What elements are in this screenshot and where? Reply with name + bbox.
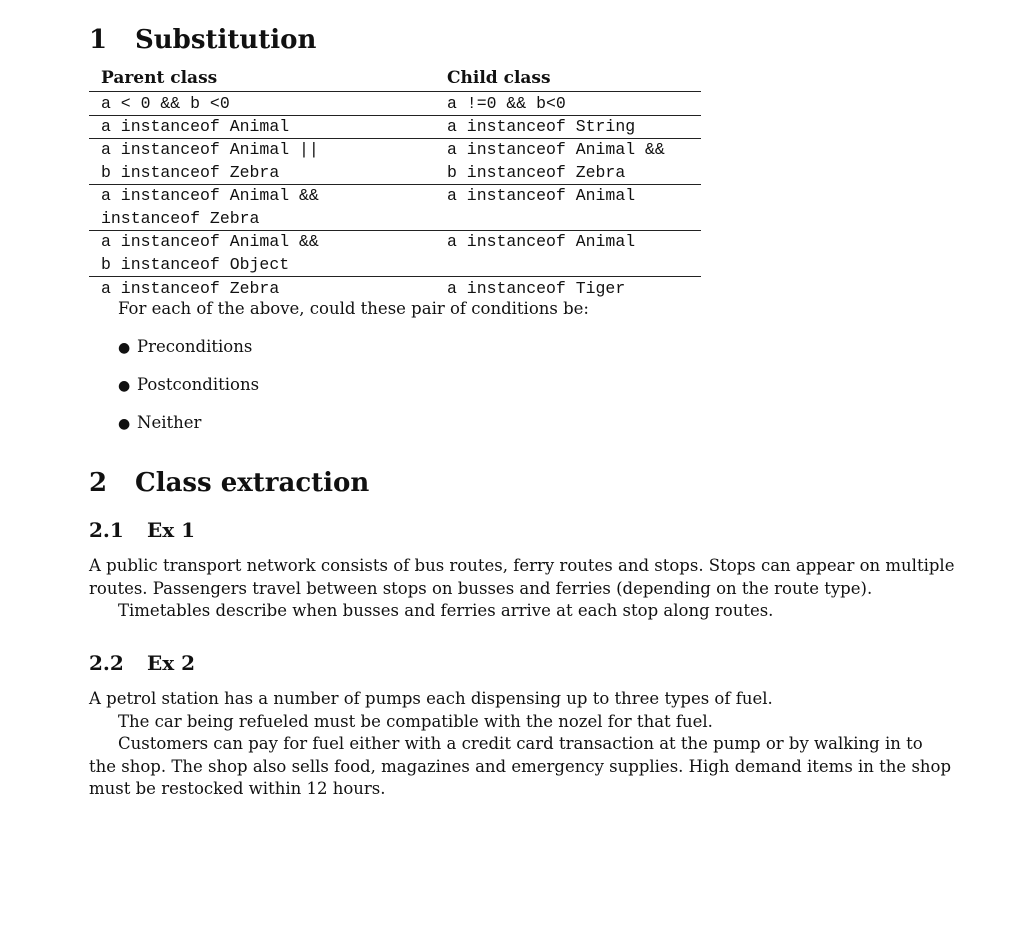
parent-condition: a instanceof Animal <box>101 117 290 136</box>
ex1-paragraph <box>89 555 955 623</box>
child-condition: a instanceof Tiger <box>447 279 626 298</box>
child-condition: a instanceof Animal <box>447 232 636 251</box>
paragraph-line: A petrol station has a number of pumps each dispensing up to three types of fuel. <box>89 689 773 708</box>
section-1-title: Substitution <box>135 25 317 55</box>
list-item <box>118 374 259 412</box>
parent-condition-line-1: a instanceof Animal && <box>101 232 319 251</box>
section-2-number: 2 <box>89 468 108 498</box>
child-condition-line-1: a instanceof Animal && <box>447 140 665 159</box>
section-2-heading <box>89 468 369 498</box>
parent-class-header: Parent class <box>101 68 218 88</box>
parent-condition: a < 0 && b <0 <box>101 94 230 113</box>
paragraph-line: A public transport network consists of bus routes, ferry routes and stops. Stops can appear on multiple <box>89 556 955 575</box>
paragraph-line: routes. Passengers travel between stops on busses and ferries (depending on the route type). <box>89 578 873 598</box>
bullet-icon: ● <box>118 340 131 356</box>
bullet-icon: ● <box>118 416 131 432</box>
paragraph-line: the shop. The shop also sells food, magazines and emergency supplies. High demand items in the shop <box>89 756 952 776</box>
paragraph-line: must be restocked within 12 hours. <box>89 779 386 798</box>
option-label: Neither <box>137 413 202 432</box>
options-list <box>118 336 259 450</box>
child-condition: a instanceof String <box>447 117 636 136</box>
parent-condition: a instanceof Zebra <box>101 279 280 298</box>
child-condition-line-2: b instanceof Zebra <box>447 163 626 182</box>
child-class-header: Child class <box>447 68 551 88</box>
option-label: Preconditions <box>137 337 253 356</box>
paragraph-line: Timetables describe when busses and ferries arrive at each stop along routes. <box>118 601 774 620</box>
parent-condition-line-1: a instanceof Animal || <box>101 140 319 159</box>
paragraph-line: The car being refueled must be compatible with the nozel for that fuel. <box>118 711 713 731</box>
subsection-2-1-title: Ex 1 <box>147 518 196 542</box>
parent-condition-line-2: b instanceof Object <box>101 255 290 274</box>
section-2-title: Class extraction <box>135 468 370 498</box>
subsection-2-2-number: 2.2 <box>89 651 124 675</box>
parent-condition-line-2: instanceof Zebra <box>101 209 260 228</box>
section-1-heading <box>89 25 316 55</box>
question-text: For each of the above, could these pair of conditions be: <box>118 299 589 318</box>
child-condition: a !=0 && b<0 <box>447 94 566 113</box>
list-item <box>118 336 259 374</box>
subsection-2-1-heading <box>89 518 195 542</box>
section-1-number: 1 <box>89 25 108 55</box>
subsection-2-2-heading <box>89 651 195 675</box>
parent-condition-line-1: a instanceof Animal && <box>101 186 319 205</box>
parent-condition-line-2: b instanceof Zebra <box>101 163 280 182</box>
list-item <box>118 412 259 450</box>
subsection-2-1-number: 2.1 <box>89 518 124 542</box>
ex2-paragraph <box>89 688 952 801</box>
option-label: Postconditions <box>137 375 260 394</box>
paragraph-line: Customers can pay for fuel either with a credit card transaction at the pump or by walking in to <box>118 734 923 753</box>
child-condition: a instanceof Animal <box>447 186 636 205</box>
subsection-2-2-title: Ex 2 <box>147 651 196 675</box>
bullet-icon: ● <box>118 378 131 394</box>
substitution-question <box>89 298 939 321</box>
